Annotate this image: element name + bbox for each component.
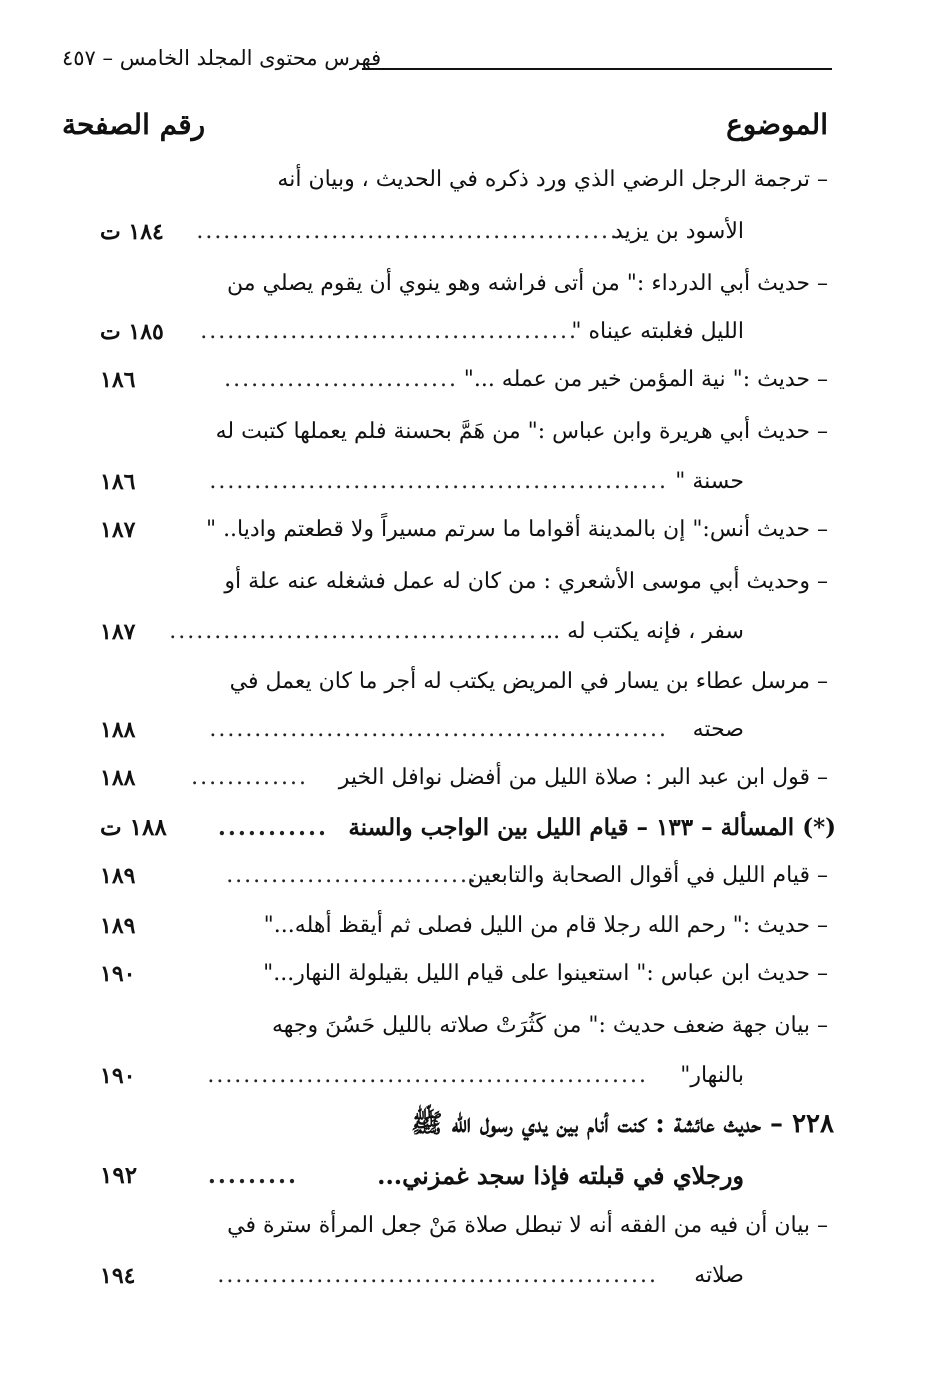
entry-page-number: ١٨٦	[100, 367, 136, 393]
dot-leader: .........................................	[169, 619, 538, 644]
entry-text: – قيام الليل في أقوال الصحابة والتابعين	[467, 863, 828, 888]
index-entry	[82, 660, 828, 704]
entry-text: الليل فغلبته عيناه "	[571, 319, 744, 344]
entry-page-number: ١٨٨	[100, 765, 136, 791]
entry-page-number: ١٨٤ ت	[100, 219, 164, 245]
running-title: فهرس محتوى المجلد الخامس – ٤٥٧	[62, 46, 382, 70]
hadith-heading-continued	[82, 1154, 828, 1198]
entry-text: الأسود بن يزيد	[612, 219, 744, 244]
entry-page-number: ١٨٨ ت	[100, 814, 167, 841]
entry-text: حسنة "	[675, 469, 744, 494]
index-entry	[82, 410, 828, 454]
index-entry	[82, 560, 828, 604]
entry-text: – قول ابن عبد البر : صلاة الليل من أفضل نوافل الخير	[338, 765, 828, 790]
index-entry	[82, 460, 828, 504]
entry-text: – بيان أن فيه من الفقه أنه لا تبطل صلاة مَنْ جعل المرأة سترة في	[227, 1213, 828, 1238]
index-entry	[82, 1254, 828, 1298]
entry-page-number: ١٨٨	[100, 717, 136, 743]
index-entry	[82, 756, 828, 800]
dot-leader: ..........................	[224, 367, 458, 392]
entry-page-number: ١٨٧	[100, 619, 136, 645]
entry-text: – حديث أبي هريرة وابن عباس :" من هَمَّ بحسنة فلم يعملها كتبت له	[215, 419, 828, 444]
index-entry	[82, 508, 828, 552]
entry-text: – بيان جهة ضعف حديث :" من كَثُرَتْ صلاته بالليل حَسُنَ وجهه	[271, 1013, 828, 1038]
index-entry	[82, 1204, 828, 1248]
entry-text: ورجلاي في قبلته فإذا سجد غمزني...	[377, 1161, 744, 1190]
entry-text: صحته	[692, 717, 744, 742]
index-entry	[82, 854, 828, 898]
dot-leader: ...................................................	[209, 717, 668, 742]
entry-text: – حديث أنس:" إن بالمدينة أقواما ما سرتم مسيراً ولا قطعتم واديا.. "	[205, 517, 828, 542]
running-header	[62, 44, 832, 84]
header-rule	[362, 68, 832, 70]
dot-leader: .............	[191, 765, 308, 790]
page-column-heading: رقم الصفحة	[62, 108, 206, 141]
entry-page-number: ١٨٩	[100, 863, 136, 889]
dot-leader: ...........	[217, 814, 328, 841]
entry-page-number: ١٨٧	[100, 517, 136, 543]
dot-leader: ............................	[226, 863, 478, 888]
entry-page-number: ١٩٢	[100, 1162, 138, 1189]
index-entry	[82, 262, 828, 306]
entry-text: – وحديث أبي موسى الأشعري : من كان له عمل فشغله عنه علة أو	[224, 569, 828, 594]
entry-text: – ترجمة الرجل الرضي الذي ورد ذكره في الحديث ، وبيان أنه	[277, 167, 828, 192]
entry-text: صلاته	[694, 1263, 744, 1288]
entry-page-number: ١٨٦	[100, 469, 136, 495]
entry-page-number: ١٩٠	[100, 961, 136, 987]
entry-text: – حديث أبي الدرداء :" من أتى فراشه وهو ينوي أن يقوم يصلي من	[226, 271, 828, 296]
index-entry	[82, 904, 828, 948]
hadith-heading	[82, 1102, 834, 1146]
index-entry	[82, 1054, 828, 1098]
index-entry	[82, 1004, 828, 1048]
dot-leader: .........	[207, 1162, 298, 1189]
dot-leader: ..........................................	[200, 319, 578, 344]
index-entry	[82, 358, 828, 402]
index-entry	[82, 210, 828, 254]
index-entry	[82, 952, 828, 996]
dot-leader: .................................................	[207, 1063, 648, 1088]
entry-text: (*) المسألة – ١٣٣ – قيام الليل بين الواجب والسنة	[348, 814, 836, 841]
dot-leader: ...................................................	[209, 469, 668, 494]
index-entry	[82, 158, 828, 202]
entry-page-number: ١٩٠	[100, 1063, 136, 1089]
dot-leader: ................................................	[196, 219, 628, 244]
entry-text: – مرسل عطاء بن يسار في المريض يكتب له أجر ما كان يعمل في	[229, 669, 828, 694]
index-entry-heading	[82, 806, 836, 850]
entry-page-number: ١٨٩	[100, 913, 136, 939]
entry-page-number: ١٩٤	[100, 1263, 136, 1289]
index-entry	[82, 310, 828, 354]
index-entry	[82, 610, 828, 654]
entry-text: – حديث ابن عباس :" استعينوا على قيام الليل بقيلولة النهار..."	[263, 961, 828, 986]
entry-page-number: ١٨٥ ت	[100, 319, 164, 345]
index-entry	[82, 708, 828, 752]
entry-text: – حديث :" نية المؤمن خير من عمله ..."	[463, 367, 828, 392]
topic-column-heading: الموضوع	[726, 108, 828, 141]
entry-text: ٢٢٨ – حديث عائشة : كنت أنام بين يدي رسول الله ﷺ	[411, 1109, 834, 1139]
entry-text: سفر ، فإنه يكتب له ...	[539, 619, 744, 644]
entry-text: – حديث :" رحم الله رجلا قام من الليل فصلى ثم أيقظ أهله..."	[263, 913, 828, 938]
entry-text: بالنهار"	[680, 1063, 744, 1088]
dot-leader: .................................................	[217, 1263, 658, 1288]
